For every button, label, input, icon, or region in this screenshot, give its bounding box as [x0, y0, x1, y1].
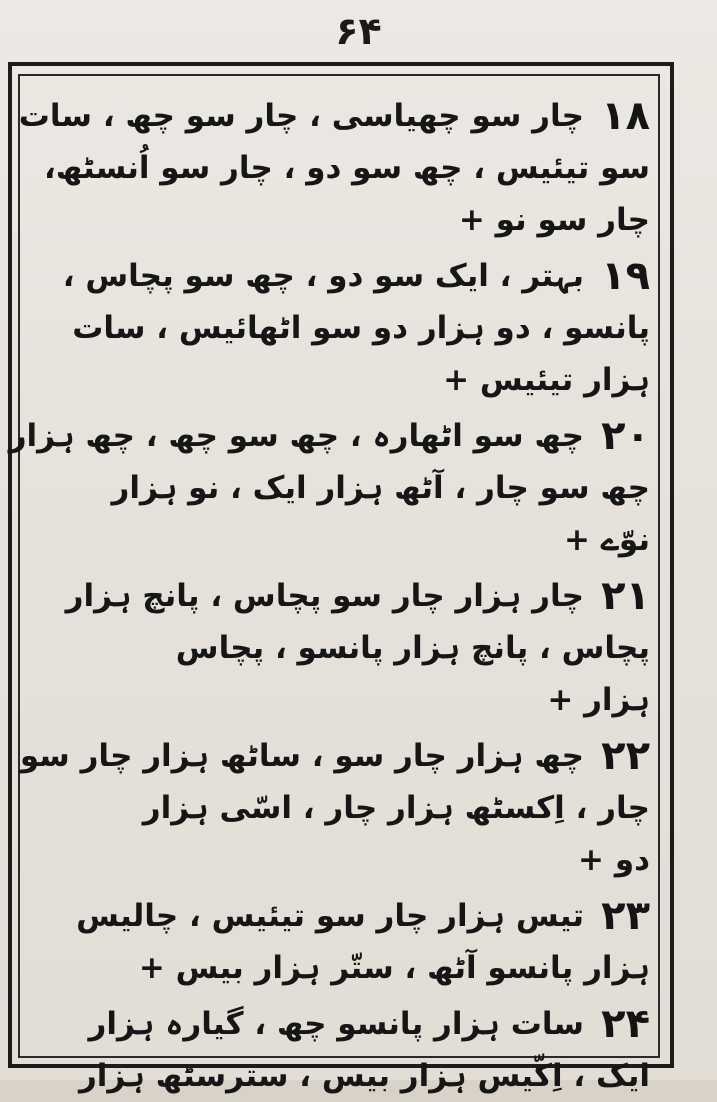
exercise-20	[8, 410, 650, 566]
exercise-number: ۲۰	[601, 413, 650, 459]
exercise-number: ۲۲	[601, 733, 650, 779]
exercise-text	[28, 998, 650, 1102]
text-line: چار سو چھیاسی ، چار سو چھ ، سات	[18, 98, 584, 134]
text-line: چھ سو چار ، آٹھ ہزار ایک ، نو ہزار	[111, 470, 650, 506]
text-line: ہزار پانسو آٹھ ، ستّر ہزار بیس +	[138, 950, 650, 986]
exercise-22	[19, 730, 650, 886]
text-line: ہزار تیئیس +	[443, 362, 650, 398]
text-line: سو تیئیس ، چھ سو دو ، چار سو اُنسٹھ،	[43, 150, 650, 186]
exercise-number: ۲۴	[601, 1001, 650, 1047]
exercise-23	[28, 890, 650, 994]
exercise-text	[8, 410, 650, 566]
text-line: پانسو ، دو ہزار دو سو اٹھائیس ، سات	[72, 310, 650, 346]
exercise-number: ۱۹	[601, 253, 650, 299]
text-line: دو +	[578, 842, 650, 878]
exercise-text	[28, 570, 650, 726]
text-line: نوّے +	[563, 522, 650, 558]
exercise-text	[19, 730, 650, 886]
text-line: چھ سو اٹھارہ ، چھ سو چھ ، چھ ہزار	[8, 418, 584, 454]
text-line: سات ہزار پانسو چھ ، گیارہ ہزار	[88, 1006, 584, 1042]
text-line: تیس ہزار چار سو تیئیس ، چالیس	[76, 898, 584, 934]
exercise-19	[28, 250, 650, 406]
text-line: بہتر ، ایک سو دو ، چھ سو پچاس ،	[62, 258, 584, 294]
exercise-number: ۲۱	[601, 573, 650, 619]
exercise-text	[18, 90, 650, 246]
exercise-number: ۱۸	[601, 93, 650, 139]
exercise-18	[18, 90, 650, 246]
exercise-list	[8, 90, 650, 1094]
text-line: ایک ، اِکّیس ہزار بیس ، سترسٹھ ہزار	[78, 1058, 650, 1094]
page-number: ۶۴	[335, 9, 382, 53]
text-line: چار ہزار چار سو پچاس ، پانچ ہزار	[65, 578, 584, 614]
exercise-text	[28, 250, 650, 406]
exercise-text	[28, 890, 650, 994]
exercise-24	[28, 998, 650, 1102]
text-line: چھ ہزار چار سو ، ساٹھ ہزار چار سو	[19, 738, 584, 774]
text-line: چار سو نو +	[458, 202, 650, 238]
exercise-number: ۲۳	[601, 893, 650, 939]
exercise-21	[28, 570, 650, 726]
text-line: پچاس ، پانچ ہزار پانسو ، پچاس	[175, 630, 650, 666]
text-line: چار ، اِکسٹھ ہزار چار ، اسّی ہزار	[142, 790, 650, 826]
text-line: ہزار +	[547, 682, 650, 718]
